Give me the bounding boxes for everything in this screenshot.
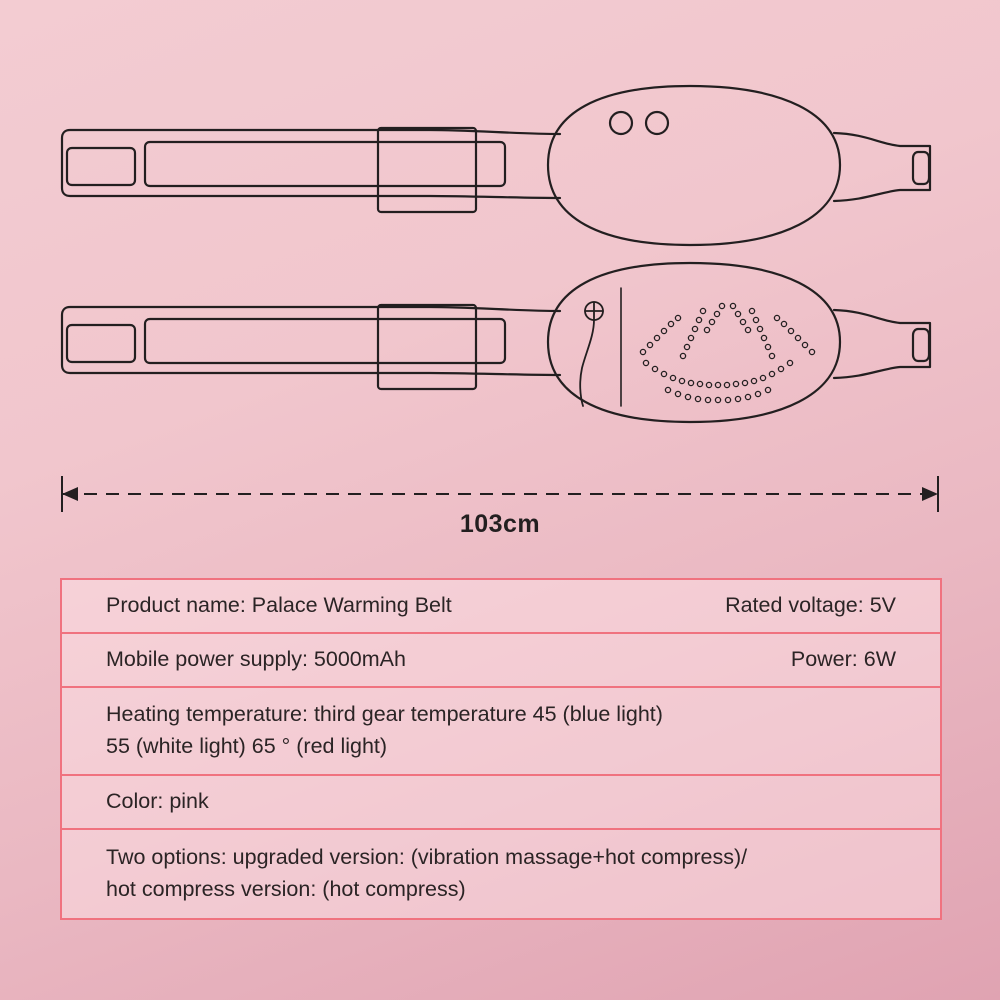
spec-heating-temperature	[106, 699, 896, 763]
dimension-line	[0, 468, 1000, 558]
dimension-label: 103cm	[459, 510, 541, 538]
spec-rated-voltage: Rated voltage: 5V	[725, 593, 896, 618]
spec-power: Power: 6W	[790, 647, 896, 672]
spec-row-power-supply	[62, 634, 940, 688]
button-left	[610, 112, 632, 134]
belt-back-view	[62, 263, 930, 422]
spec-color: Color: pink	[106, 789, 209, 814]
spec-row-heating-temperature	[62, 688, 940, 776]
button-right	[646, 112, 668, 134]
spec-two-options-line2: hot compress version: (hot compress)	[106, 877, 466, 901]
spec-heating-temperature-line1: Heating temperature: third gear temperature 45 (blue light)	[106, 702, 663, 727]
product-diagram	[0, 0, 1000, 470]
spec-row-color	[62, 776, 940, 830]
spec-two-options	[106, 842, 896, 906]
heating-element-pattern	[640, 303, 814, 402]
spec-two-options-line1: Two options: upgraded version: (vibration massage+hot compress)/	[106, 845, 748, 870]
vibration-motor	[580, 302, 603, 406]
spec-row-product-name	[62, 580, 940, 634]
spec-product-name: Product name: Palace Warming Belt	[106, 593, 452, 618]
belt-front-view	[62, 86, 930, 245]
specification-table	[60, 578, 942, 920]
spec-row-options	[62, 830, 940, 918]
spec-mobile-power-supply: Mobile power supply: 5000mAh	[106, 647, 406, 672]
spec-heating-temperature-line2: 55 (white light) 65 ° (red light)	[106, 734, 388, 758]
